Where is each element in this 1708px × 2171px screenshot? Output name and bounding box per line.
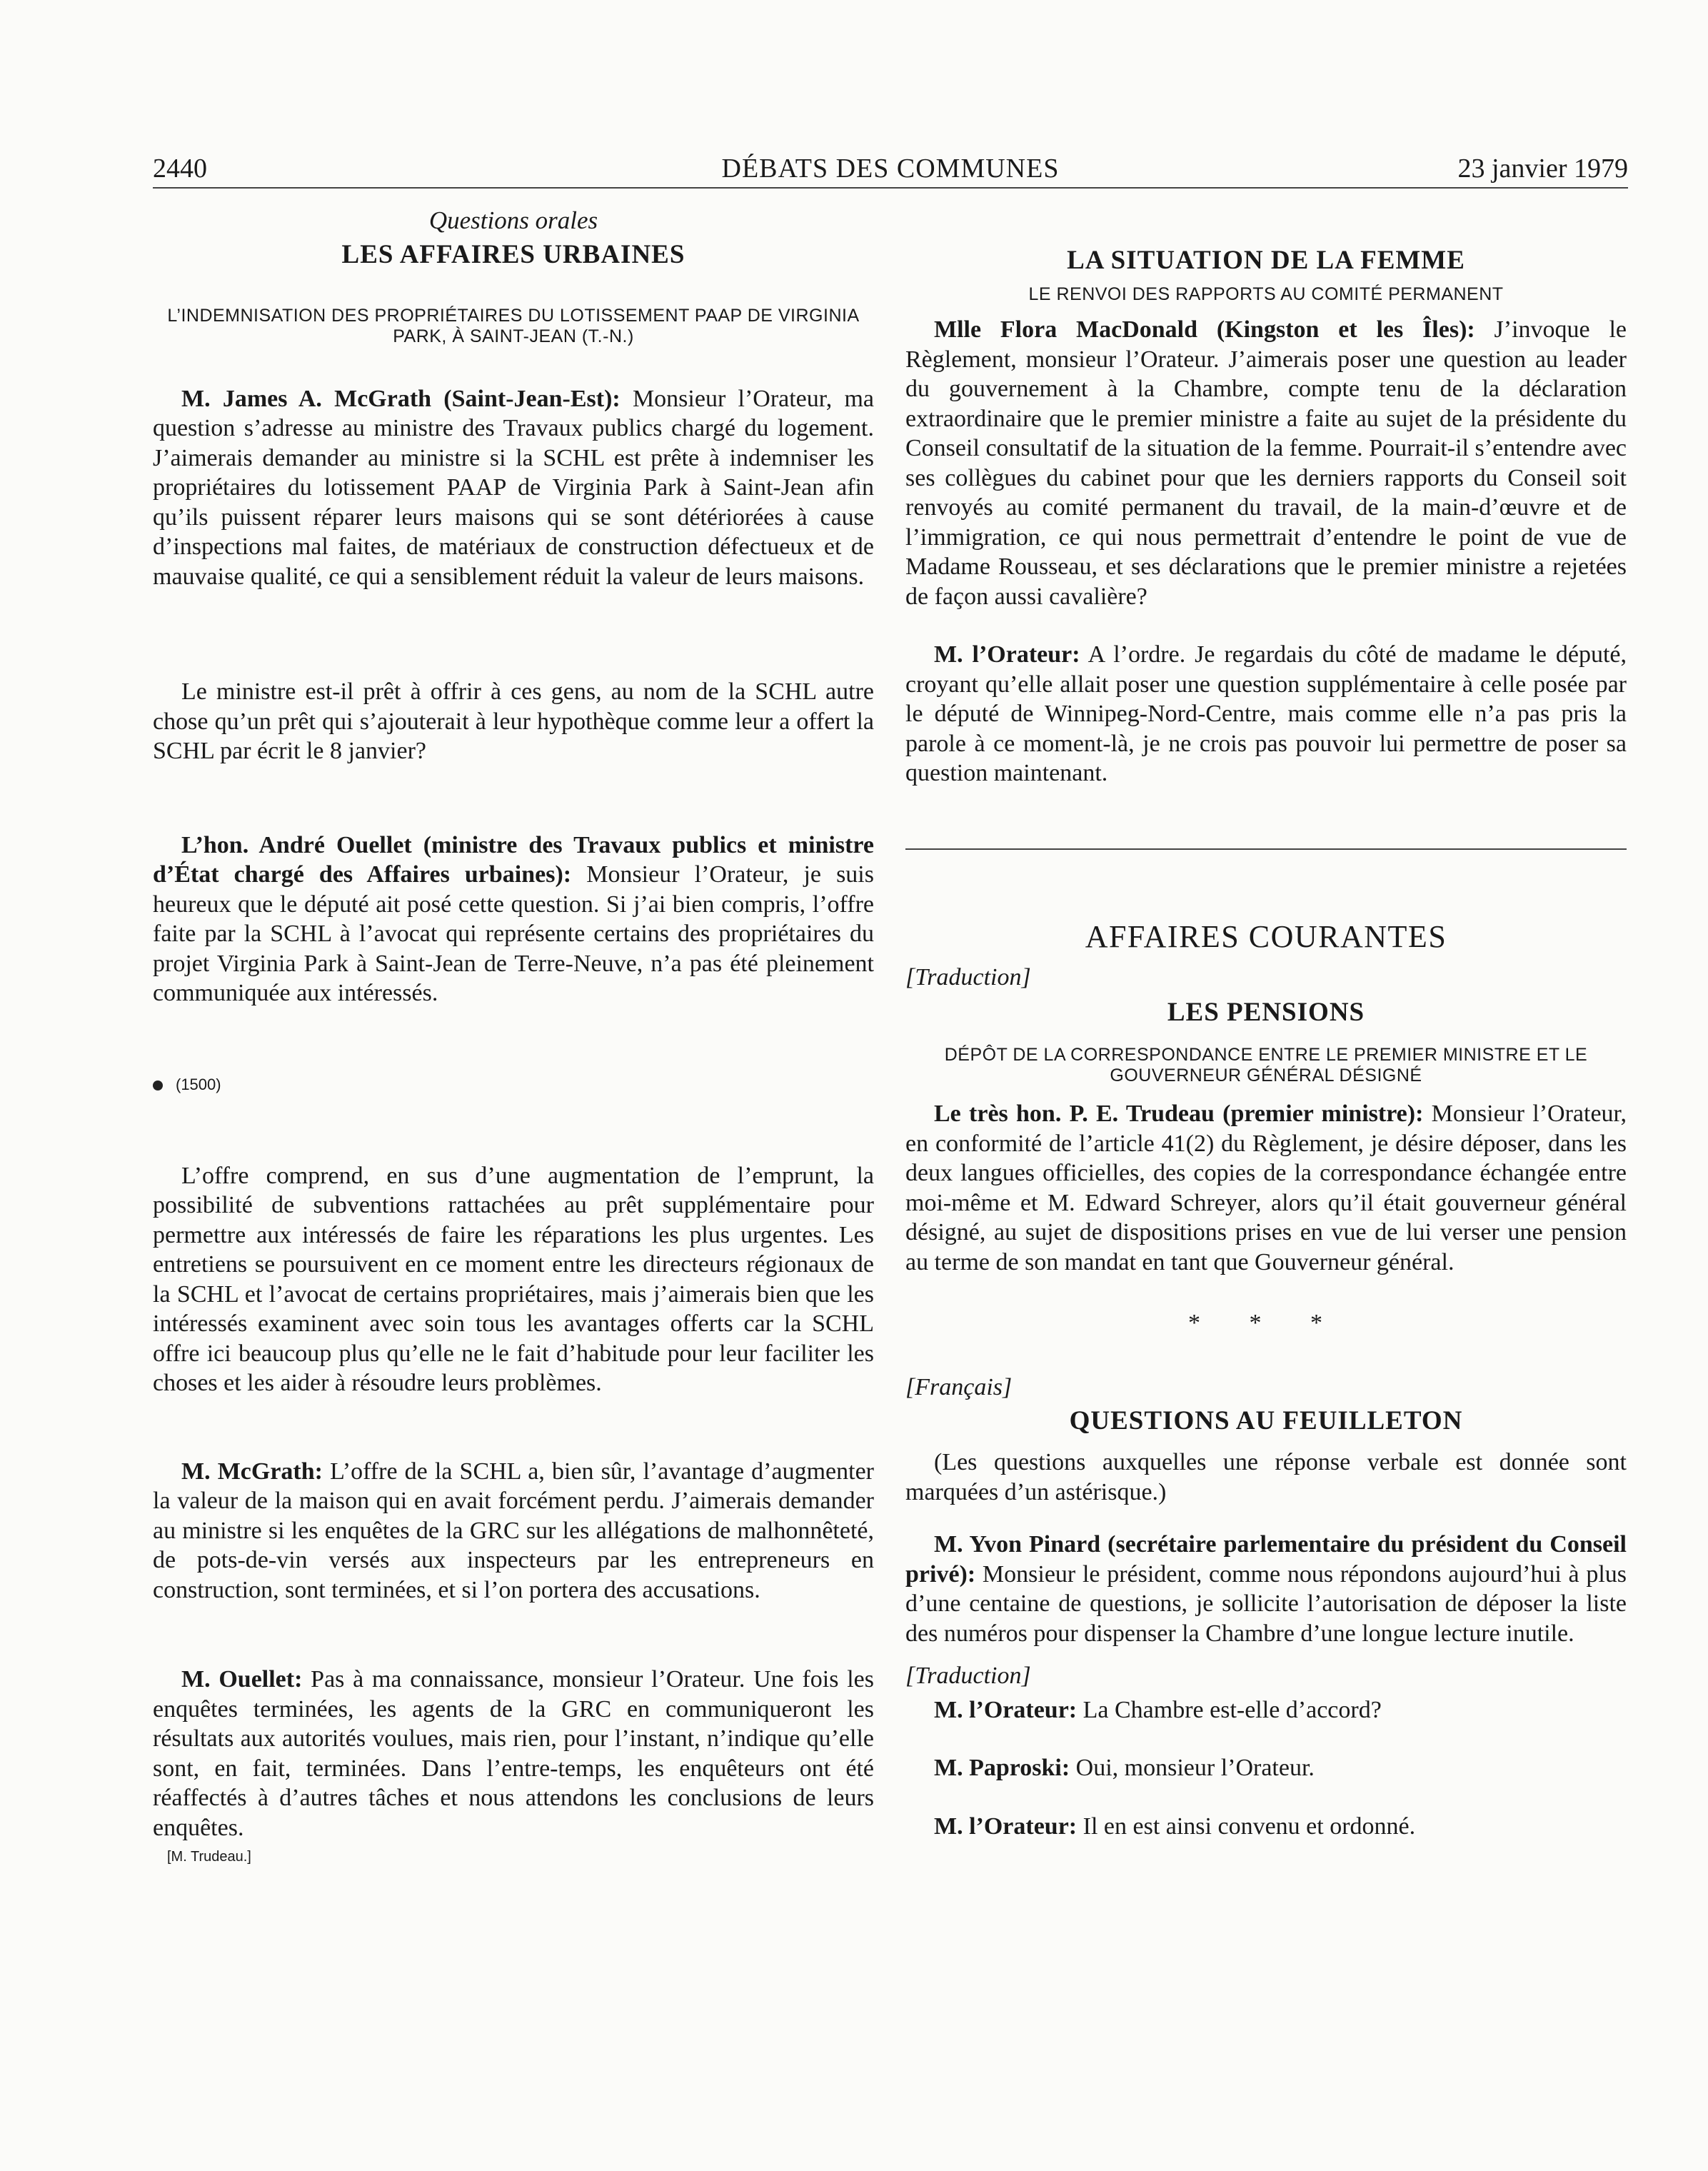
label-traduction-2: [Traduction] xyxy=(905,1663,1031,1689)
time-marker xyxy=(153,1074,874,1095)
label-francais: [Français] xyxy=(905,1373,1013,1400)
speech-orateur-2 xyxy=(905,1695,1627,1725)
speech-mcgrath-1 xyxy=(153,384,874,592)
speech-text: A l’ordre. Je regardais du côté de madame le député, croyant qu’elle allait poser une question supplémentaire à celle posée par le député de Winnipeg-Nord-Centre, mais comme elle n’a pas pris la parole à ce moment-là, je ne crois pas pouvoir lui permettre de poser sa question maintenant. xyxy=(905,641,1627,786)
speech-text: J’invoque le Règlement, monsieur l’Orateur. J’aimerais poser une question au leader du gouvernement à la Chambre, compte tenu de la déclaration extraordinaire que le premier ministre a faite au sujet de la présidente du Conseil consultatif de la situation de la femme. Pourrait-il s’entendre avec ses collègues du cabinet pour que les derniers rapports du Conseil soit renvoyés au comité permanent du travail, de la main-d’œuvre et de l’immigration, ce qui nous permettrait d’entendre le point de vue de Madame Rousseau, et ses déclarations que le premier ministre a rejetées de façon aussi cavalière? xyxy=(905,316,1627,610)
paragraph-question-ministre: Le ministre est-il prêt à offrir à ces gens, au nom de la SCHL autre chose qu’un prêt qui s’ajouterait à leur hypothèque comme leur a offert la SCHL par écrit le 8 janvier? xyxy=(153,678,874,764)
speaker-name: M. Paproski: xyxy=(934,1755,1070,1781)
page-header xyxy=(153,150,1628,189)
footnote-trudeau: [M. Trudeau.] xyxy=(167,1849,251,1865)
page-number: 2440 xyxy=(153,154,207,184)
speaker-name: Le très hon. P. E. Trudeau (premier ministre): xyxy=(934,1100,1424,1127)
speaker-name: M. Ouellet: xyxy=(181,1666,303,1693)
speech-text: Monsieur l’Orateur, je suis heureux que le député ait posé cette question. Si j’ai bien compris, l’offre faite par la SCHL à l’avocat qui représente certains des propriétaires du projet Virginia Park à Saint-Jean de Terre-Neuve, n’a pas été pleinement communiquée aux intéressés. xyxy=(153,861,874,1006)
separator-stars: * * * xyxy=(1188,1310,1344,1336)
speaker-name: M. l’Orateur: xyxy=(934,1812,1077,1840)
paragraph-questions-note: (Les questions auxquelles une réponse verbale est donnée sont marquées d’un astérisque.) xyxy=(905,1449,1627,1505)
speech-pinard xyxy=(905,1530,1627,1648)
speaker-name: Mlle Flora MacDonald (Kingston et les Îles): xyxy=(934,316,1475,343)
speech-mcgrath-2 xyxy=(153,1457,874,1605)
bullet-icon xyxy=(153,1081,163,1090)
speaker-name: M. Yvon Pinard (secrétaire parlementaire du président du Conseil privé): xyxy=(905,1531,1627,1588)
speaker-name: L’hon. André Ouellet (ministre des Travaux publics et ministre d’État chargé des Affaires urbaines): xyxy=(153,831,874,888)
heading-situation-femme: LA SITUATION DE LA FEMME xyxy=(1067,246,1465,275)
heading-pensions: LES PENSIONS xyxy=(1167,998,1365,1027)
speech-trudeau xyxy=(905,1099,1627,1277)
subheading-depot: DÉPÔT DE LA CORRESPONDANCE ENTRE LE PREMIER MINISTRE ET LE GOUVERNEUR GÉNÉRAL DÉSIGNÉ xyxy=(944,1045,1588,1086)
speech-text: Pas à ma connaissance, monsieur l’Orateur. Une fois les enquêtes terminées, les agents de la GRC en communiqueront les résultats aux autorités voulues, mais rien, pour l’instant, n’indique qu’elle sont, en fait, terminées. Dans l’entre-temps, les enquêteurs ont été réaffectés à d’autres tâches et nous attendons les conclusions de leurs enquêtes. xyxy=(153,1666,874,1841)
speech-ouellet-2 xyxy=(153,1665,874,1842)
speech-text: Monsieur l’Orateur, en conformité de l’article 41(2) du Règlement, je désire déposer, dans les deux langues officielles, des copies de la correspondance échangée entre moi-même et M. Edward Schreyer, alors qu’il était gouverneur général désigné, au sujet de dispositions prises en vue de lui verser une pension au terme de son mandat en tant que Gouverneur général. xyxy=(905,1100,1627,1275)
speech-text: Monsieur le président, comme nous répondons aujourd’hui à plus d’une centaine de questions, je sollicite l’autorisation de déposer la liste des numéros pour dispenser la Chambre d’une longue lecture inutile. xyxy=(905,1560,1627,1647)
speech-ouellet-1 xyxy=(153,831,874,1008)
heading-affaires-courantes: AFFAIRES COURANTES xyxy=(1085,918,1447,954)
speech-orateur-1 xyxy=(905,640,1627,788)
speech-text: La Chambre est-elle d’accord? xyxy=(1077,1696,1382,1723)
label-traduction: [Traduction] xyxy=(905,963,1031,991)
section-label: Questions orales xyxy=(428,206,598,234)
right-column xyxy=(905,200,1627,1841)
speaker-name: M. McGrath: xyxy=(181,1458,323,1485)
publication-date: 23 janvier 1979 xyxy=(1457,154,1628,184)
paragraph-offre: L’offre comprend, en sus d’une augmentation de l’emprunt, la possibilité de subventions rattachées au prêt supplémentaire pour permettre aux intéressés de faire les réparations les plus urgentes. Les entretiens se poursuivent en ce moment entre les directeurs régionaux de la SCHL et l’avocat de certains propriétaires, mais j’aimerais bien que les intéressés examinent avec soin tous les avantages offerts car la SCHL offre ici beaucoup plus qu’elle ne le fait d’habitude pour leur faciliter les choses et les aider à résoudre leurs problèmes. xyxy=(153,1162,874,1396)
subheading-renvoi: LE RENVOI DES RAPPORTS AU COMITÉ PERMANENT xyxy=(1028,284,1504,304)
speaker-name: M. l’Orateur: xyxy=(934,1696,1077,1723)
left-column xyxy=(153,200,874,1867)
time-marker-text: (1500) xyxy=(176,1075,221,1093)
speech-macdonald xyxy=(905,315,1627,611)
speech-orateur-3 xyxy=(905,1812,1627,1842)
speech-text: Oui, monsieur l’Orateur. xyxy=(1070,1755,1315,1781)
speech-text: L’offre de la SCHL a, bien sûr, l’avantage d’augmenter la valeur de la maison qui en avait forcément perdu. J’aimerais demander au ministre si les enquêtes de la GRC sur les allégations de malhonnêteté, de pots-de-vin versés aux inspecteurs par les entrepreneurs en construction, sont terminées, et si l’on portera des accusations. xyxy=(153,1458,874,1603)
heading-affaires-urbaines: LES AFFAIRES URBAINES xyxy=(341,239,685,269)
speech-text: Il en est ainsi convenu et ordonné. xyxy=(1077,1812,1416,1840)
speaker-name: M. l’Orateur: xyxy=(934,641,1080,668)
subheading-indemnisation: L’INDEMNISATION DES PROPRIÉTAIRES DU LOTISSEMENT PAAP DE VIRGINIA PARK, À SAINT-JEAN (T.-N.) xyxy=(167,305,860,346)
speech-paproski xyxy=(905,1753,1627,1783)
section-divider xyxy=(905,848,1627,850)
speech-text: Monsieur l’Orateur, ma question s’adresse au ministre des Travaux publics chargé du logement. J’aimerais demander au ministre si la SCHL est prête à indemniser les propriétaires du lotissement PAAP de Virginia Park à Saint-Jean afin qu’ils puissent réparer leurs maisons qui se sont détériorées à cause d’inspections mal faites, de matériaux de construction défectueux et de mauvaise qualité, ce qui a sensiblement réduit la valeur de leurs maisons. xyxy=(153,385,875,590)
speaker-name: M. James A. McGrath (Saint-Jean-Est): xyxy=(181,385,621,412)
publication-title: DÉBATS DES COMMUNES xyxy=(721,154,1060,184)
heading-questions-feuilleton: QUESTIONS AU FEUILLETON xyxy=(1069,1406,1463,1435)
